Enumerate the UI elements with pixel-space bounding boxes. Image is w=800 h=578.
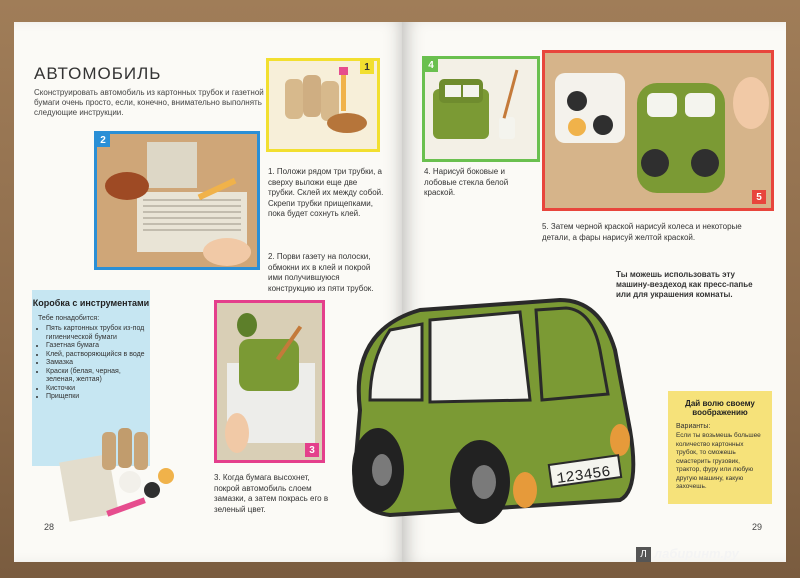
car-white-windows-illustration	[425, 59, 537, 159]
step-badge-1: 1	[360, 60, 374, 74]
step-badge-5: 5	[752, 190, 766, 204]
step-badge-2: 2	[96, 133, 110, 147]
painting-illustration	[217, 303, 322, 460]
finished-car-photo	[330, 290, 660, 530]
step-5-text: 5. Затем черной краской нарисуй колеса и некоторые детали, а фары нарисуй желтой краской.	[542, 222, 742, 242]
step-3-text: 3. Когда бумага высохнет, покрой автомобиль слоем замазки, а затем покрась его в зеленый цвет.	[214, 473, 329, 514]
tools-list-item: • Замазка	[46, 359, 150, 368]
tools-list-item: • Краски (белая, черная, зеленая, желтая)	[46, 368, 150, 385]
tools-box-subtitle: Тебе понадобится:	[38, 315, 100, 322]
watermark-text: лабиринт.ру	[654, 546, 739, 561]
page-title: АВТОМОБИЛЬ	[34, 64, 162, 83]
tip-text: Если ты возьмешь большее количество картонных трубок, то сможешь смастерить грузовик, трактор, фуру или любую другую машину, какую захочешь.	[676, 432, 761, 490]
car-painting-illustration	[545, 53, 771, 208]
step-1-text: 1. Положи рядом три трубки, а сверху выложи еще две трубки. Склей их между собой. Скрепи трубки прищепками, пока будет сохнуть клей.	[268, 167, 384, 218]
tools-list-item: • Газетная бумага	[46, 342, 150, 351]
tip-label: Варианты:	[676, 423, 711, 430]
tools-list-item: • Клей, растворяющийся в воде	[46, 351, 150, 360]
license-plate-text: 123456	[555, 463, 612, 488]
tools-list-item: • Пять картонных трубок из-под гигиенической бумаги	[46, 325, 150, 342]
callout-text: Ты можешь использовать эту машину-вездеход как пресс-папье или для украшения комнаты.	[616, 270, 753, 299]
tubes-illustration	[269, 61, 377, 149]
photo-step-3	[214, 300, 325, 463]
tip-box	[668, 391, 772, 504]
photo-step-2	[94, 131, 260, 270]
watermark-logo-icon: Л	[636, 547, 651, 562]
step-badge-3: 3	[305, 443, 319, 457]
tools-list-item: • Кисточки	[46, 385, 150, 394]
step-4-text: 4. Нарисуй боковые и лобовые стекла белой краской.	[424, 167, 509, 197]
tools-list	[32, 325, 150, 402]
page-number-right: 29	[752, 522, 763, 532]
photo-step-5	[542, 50, 774, 211]
step-badge-4: 4	[424, 58, 438, 72]
tools-photo	[58, 418, 188, 528]
tools-list-item: • Прищепки	[46, 393, 150, 402]
page-number-left: 28	[44, 522, 55, 532]
tip-title: Дай волю своему воображению	[685, 399, 755, 417]
newspaper-illustration	[97, 134, 257, 267]
tools-box-title: Коробка с инструментами	[32, 298, 150, 308]
finished-car-illustration	[330, 290, 660, 530]
photo-step-4	[422, 56, 540, 162]
step-2-text: 2. Порви газету на полоски, обмокни их в клей и покрой ими получившуюся конструкцию из пяти трубок.	[268, 252, 374, 293]
tools-illustration	[58, 418, 188, 528]
intro-text: Сконструировать автомобиль из картонных трубок и газетной бумаги очень просто, если, конечно, внимательно выполнять следующие инструкции.	[34, 88, 264, 117]
